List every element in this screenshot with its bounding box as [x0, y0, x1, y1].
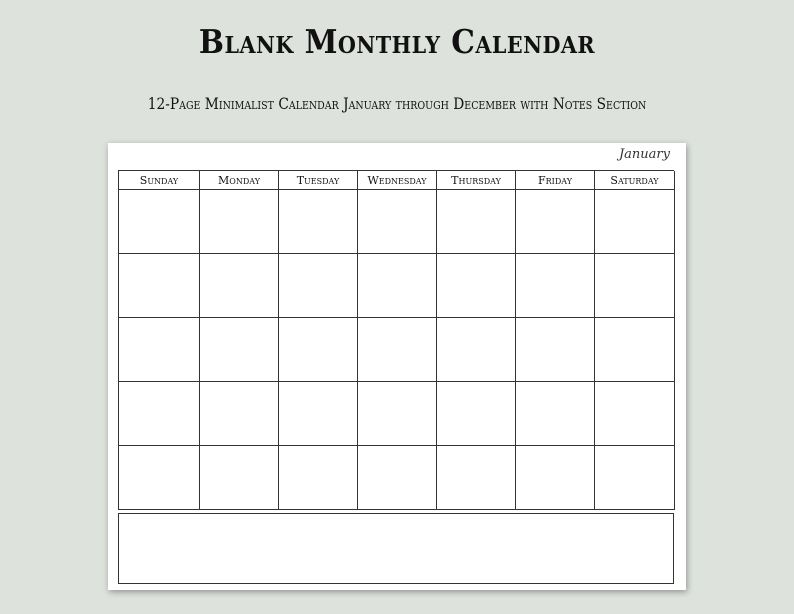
day-cell	[437, 254, 516, 318]
calendar-weeks	[119, 190, 674, 510]
day-cell	[358, 190, 437, 254]
day-cell	[200, 254, 279, 318]
weekday-monday: Monday	[200, 171, 279, 190]
weekday-sunday: Sunday	[119, 171, 200, 190]
week-row	[119, 254, 674, 318]
day-cell	[119, 190, 200, 254]
day-cell	[200, 446, 279, 510]
week-row	[119, 382, 674, 446]
day-cell	[279, 382, 358, 446]
day-cell	[595, 190, 675, 254]
page-subtitle: 12-Page Minimalist Calendar January through December with Notes Section	[147, 94, 647, 113]
day-cell	[358, 254, 437, 318]
day-cell	[516, 446, 595, 510]
day-cell	[595, 446, 675, 510]
day-cell	[516, 318, 595, 382]
weekday-friday: Friday	[516, 171, 595, 190]
day-cell	[516, 254, 595, 318]
month-label: January	[618, 147, 670, 162]
day-cell	[358, 382, 437, 446]
page-title: Blank Monthly Calendar	[198, 22, 596, 61]
day-cell	[358, 318, 437, 382]
day-cell	[200, 190, 279, 254]
weekday-wednesday: Wednesday	[358, 171, 437, 190]
day-cell	[595, 318, 675, 382]
calendar-sheet	[108, 143, 686, 590]
day-cell	[437, 382, 516, 446]
weekday-tuesday: Tuesday	[279, 171, 358, 190]
day-cell	[119, 318, 200, 382]
week-row	[119, 446, 674, 510]
day-cell	[358, 446, 437, 510]
day-cell	[119, 254, 200, 318]
day-cell	[437, 318, 516, 382]
day-cell	[119, 382, 200, 446]
week-row	[119, 318, 674, 382]
weekday-header-row	[119, 171, 674, 190]
day-cell	[437, 446, 516, 510]
day-cell	[279, 446, 358, 510]
calendar-grid	[118, 170, 674, 510]
day-cell	[200, 318, 279, 382]
day-cell	[595, 254, 675, 318]
day-cell	[595, 382, 675, 446]
day-cell	[279, 254, 358, 318]
day-cell	[119, 446, 200, 510]
day-cell	[279, 318, 358, 382]
notes-section	[118, 513, 674, 584]
day-cell	[200, 382, 279, 446]
weekday-saturday: Saturday	[595, 171, 675, 190]
day-cell	[279, 190, 358, 254]
day-cell	[516, 190, 595, 254]
week-row	[119, 190, 674, 254]
day-cell	[437, 190, 516, 254]
weekday-thursday: Thursday	[437, 171, 516, 190]
day-cell	[516, 382, 595, 446]
